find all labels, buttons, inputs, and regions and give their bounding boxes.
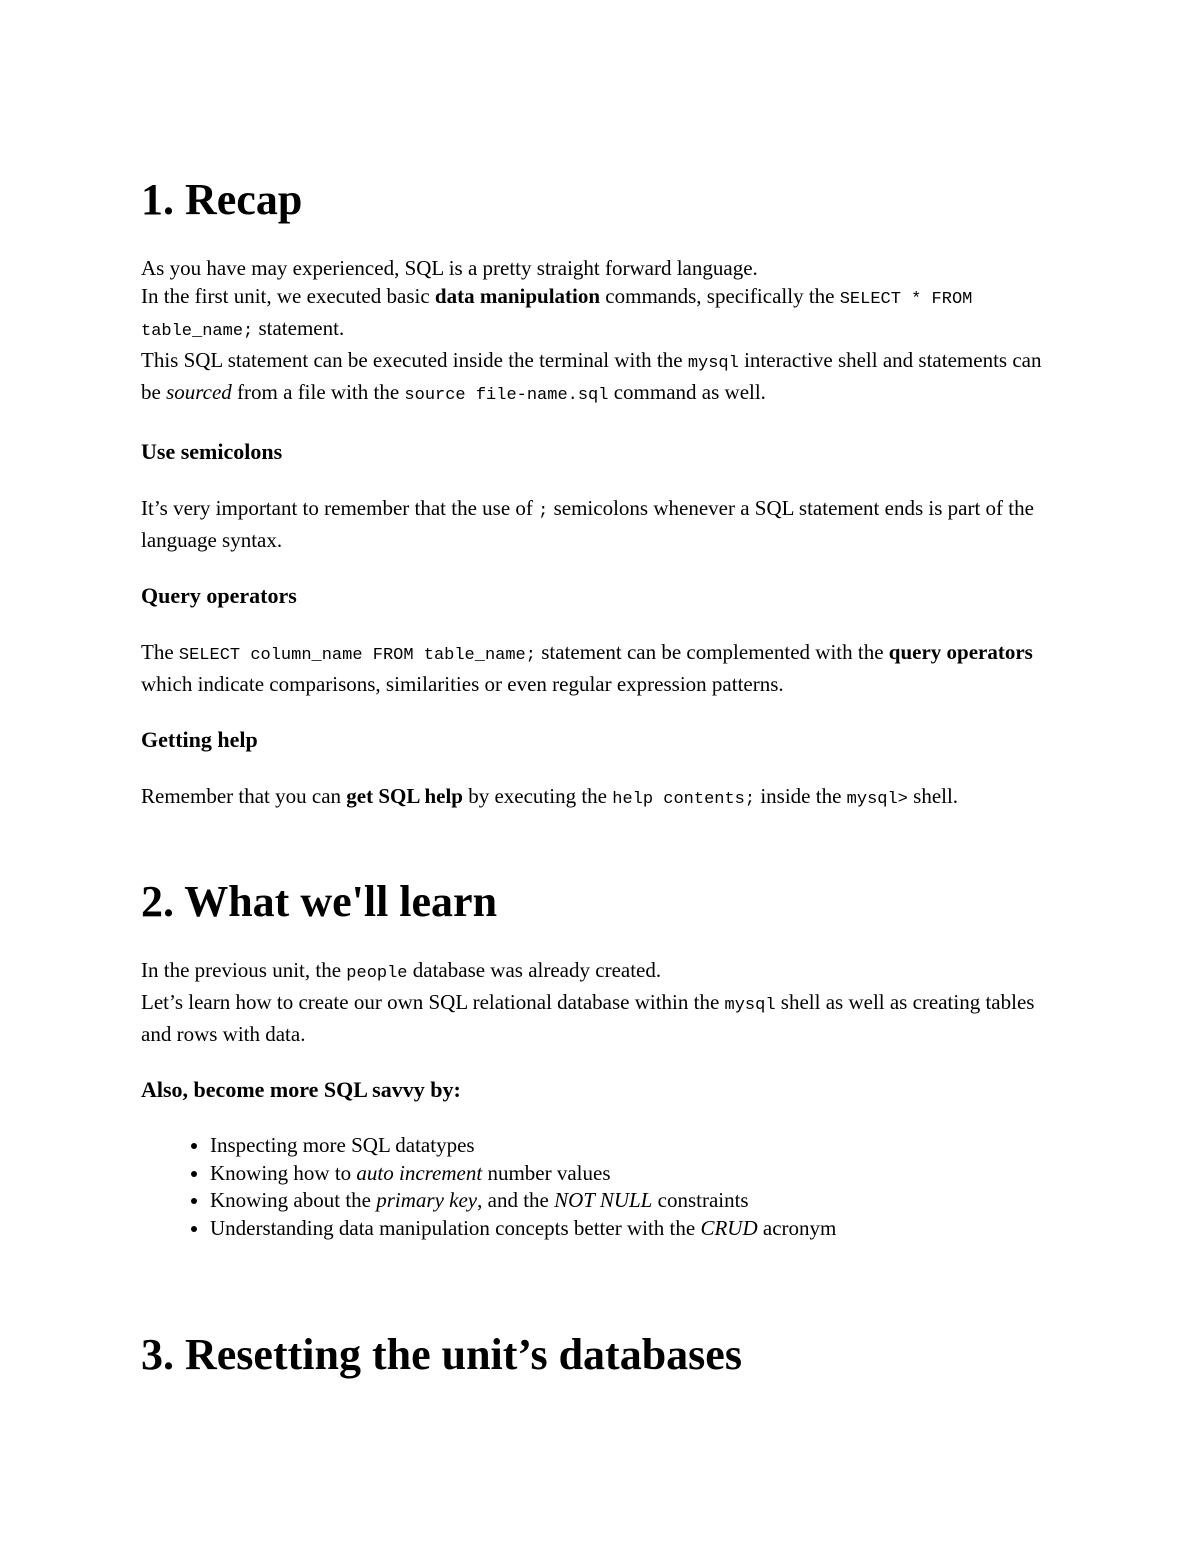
getting-help-paragraph: Remember that you can get SQL help by executing the help contents; inside the mysql> shell. xyxy=(141,784,959,809)
source-command-code: source file-name.sql xyxy=(404,386,609,405)
document-page xyxy=(141,172,1061,1383)
recap-line-1: As you have may experienced, SQL is a pretty straight forward language. xyxy=(141,256,758,280)
section-2-heading: 2. What we'll learn xyxy=(141,877,498,926)
select-statement-code: SELECT * FROM table_name; xyxy=(141,290,973,341)
select-column-code: SELECT column_name FROM table_name; xyxy=(178,646,536,665)
data-manipulation-bold: data manipulation xyxy=(434,284,601,308)
semicolon-code: ; xyxy=(538,502,549,521)
getting-help-heading: Getting help xyxy=(141,727,258,752)
mysql-shell-code: mysql xyxy=(724,996,776,1015)
recap-paragraph: As you have may experienced, SQL is a pretty straight forward language. In the first unit, we executed basic data manipulation commands, specifically the SELECT * FROM table_name; statement. This SQL statement can be executed inside the terminal with the mysql interactive shell and statements can be sourced from a file with the source file-name.sql command as well. xyxy=(141,256,1042,405)
section-3-heading: 3. Resetting the unit’s databases xyxy=(141,1330,742,1379)
list-item: • Knowing about the primary key, and the NOT NULL constraints xyxy=(210,1187,1061,1215)
query-operators-paragraph: The SELECT column_name FROM table_name; statement can be complemented with the query operators which indicate comparisons, similarities or even regular expression patterns. xyxy=(141,640,1033,696)
mysql-prompt-code: mysql> xyxy=(846,790,908,809)
query-operators-bold: query operators xyxy=(888,640,1033,664)
sql-savvy-heading: Also, become more SQL savvy by: xyxy=(141,1077,461,1102)
learning-list xyxy=(141,1132,1061,1242)
get-sql-help-bold: get SQL help xyxy=(346,784,463,808)
help-contents-code: help contents; xyxy=(612,790,756,809)
list-item: • Inspecting more SQL datatypes xyxy=(210,1132,1061,1160)
people-code: people xyxy=(346,964,408,983)
mysql-code: mysql xyxy=(687,354,739,373)
semicolons-paragraph: It’s very important to remember that the use of ; semicolons whenever a SQL statement ends is part of the language syntax. xyxy=(141,496,1034,552)
section-1-heading: 1. Recap xyxy=(141,175,303,224)
learn-paragraph: In the previous unit, the people database was already created. Let’s learn how to create our own SQL relational database within the mysql shell as well as creating tables and rows with data. xyxy=(141,958,1035,1046)
use-semicolons-heading: Use semicolons xyxy=(141,439,283,464)
sourced-italic: sourced xyxy=(166,380,232,404)
list-item: • Understanding data manipulation concepts better with the CRUD acronym xyxy=(210,1215,1061,1243)
list-item: • Knowing how to auto increment number values xyxy=(210,1160,1061,1188)
query-operators-heading: Query operators xyxy=(141,583,297,608)
